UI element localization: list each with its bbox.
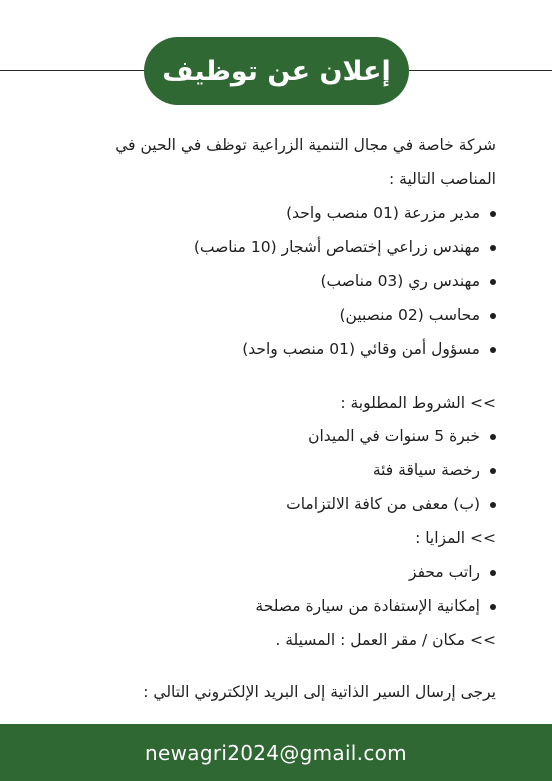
benefit-text: راتب محفز <box>409 563 480 581</box>
position-item <box>194 238 496 256</box>
footer-email-bar <box>0 724 552 781</box>
position-item <box>339 306 496 324</box>
bullet-dot <box>490 245 496 251</box>
bullet-dot <box>490 279 496 285</box>
bullet-dot <box>490 313 496 319</box>
benefits-heading: >> المزايا : <box>415 529 496 547</box>
title-rule-left <box>0 70 146 71</box>
bullet-dot <box>490 347 496 353</box>
condition-text: رخصة سياقة فئة <box>372 461 480 479</box>
condition-text: خبرة 5 سنوات في الميدان <box>308 427 480 445</box>
position-item <box>286 204 496 222</box>
conditions-heading: >> الشروط المطلوبة : <box>340 394 496 412</box>
benefit-text: إمكانية الإستفادة من سيارة مصلحة <box>255 597 480 615</box>
benefit-item <box>409 563 496 581</box>
benefit-item <box>255 597 496 615</box>
intro-line-1: شركة خاصة في مجال التنمية الزراعية توظف في الحين في <box>115 136 496 154</box>
position-item <box>321 272 497 290</box>
intro-line-2: المناصب التالية : <box>389 170 496 188</box>
bullet-dot <box>490 502 496 508</box>
condition-item <box>308 427 496 445</box>
cv-request: يرجى إرسال السير الذاتية إلى البريد الإلكتروني التالي : <box>143 683 496 701</box>
condition-item <box>373 461 496 479</box>
bullet-dot <box>490 434 496 440</box>
bullet-dot <box>490 570 496 576</box>
contact-email[interactable]: newagri2024@gmail.com <box>145 740 407 765</box>
bullet-dot <box>490 604 496 610</box>
announcement-title: إعلان عن توظيف <box>144 37 409 105</box>
position-text: مدير مزرعة (01 منصب واحد) <box>286 204 480 222</box>
position-text: مهندس زراعي إختصاص أشجار (10 مناصب) <box>193 238 480 256</box>
work-location: >> مكان / مقر العمل : المسيلة . <box>275 631 496 649</box>
position-text: مسؤول أمن وقائي (01 منصب واحد) <box>242 340 480 358</box>
title-rule-right <box>409 70 552 71</box>
bullet-dot <box>490 468 496 474</box>
position-text: محاسب (02 منصبين) <box>339 306 480 324</box>
condition-text: (ب) معفى من كافة الالتزامات <box>286 495 480 513</box>
position-item <box>242 340 496 358</box>
bullet-dot <box>490 211 496 217</box>
position-text: مهندس ري (03 مناصب) <box>320 272 480 290</box>
condition-item <box>286 495 496 513</box>
